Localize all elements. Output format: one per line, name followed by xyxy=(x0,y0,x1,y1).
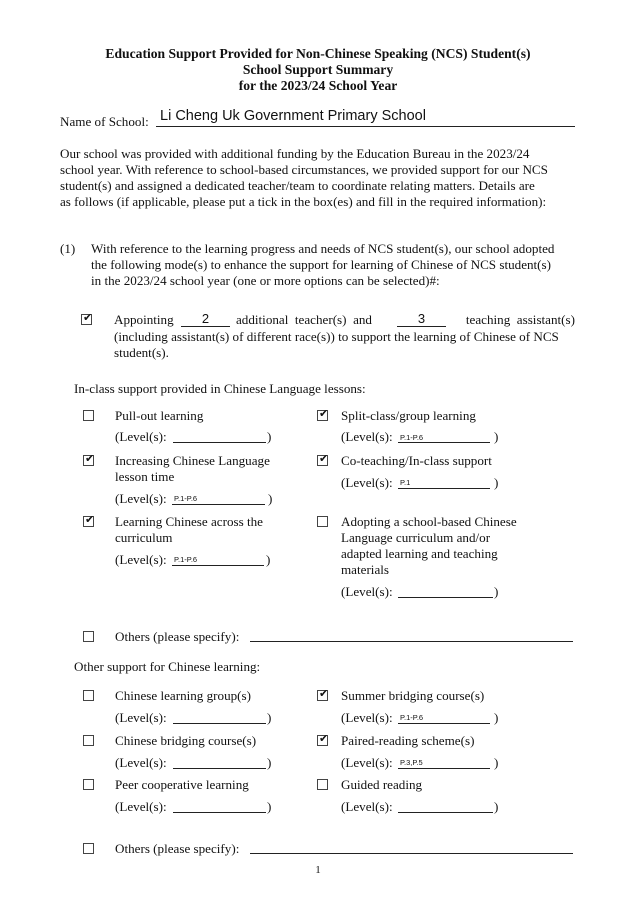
other-support-others-field[interactable] xyxy=(250,839,573,854)
summer-bridging-level-close: ) xyxy=(494,710,499,725)
across-curriculum-level-close: ) xyxy=(266,552,271,567)
bridging-course-level-field[interactable] xyxy=(173,754,266,769)
school-based-curriculum-level-field[interactable] xyxy=(398,583,493,598)
other-support-heading: Other support for Chinese learning: xyxy=(74,659,261,674)
inclass-heading: In-class support provided in Chinese Language lessons: xyxy=(74,381,366,396)
school-based-curriculum-label-4: materials xyxy=(341,562,389,577)
split-class-level-label: (Level(s): xyxy=(341,429,393,444)
tick-icon: ✔ xyxy=(319,452,329,465)
learning-group-checkbox[interactable] xyxy=(83,690,94,701)
across-curriculum-level-value: P.1-P.6 xyxy=(174,555,198,564)
tick-icon: ✔ xyxy=(85,513,95,526)
across-curriculum-level-label: (Level(s): xyxy=(115,552,167,567)
increasing-time-level-close: ) xyxy=(268,491,273,506)
inclass-others-label: Others (please specify): xyxy=(115,629,240,644)
inclass-others-checkbox[interactable] xyxy=(83,631,94,642)
section1-line-2: the following mode(s) to enhance the support for learning of Chinese of NCS student(s) xyxy=(91,257,552,272)
appointing-line-2: (including assistant(s) of different race(s)) to support the learning of Chinese of NCS xyxy=(114,329,559,344)
tick-icon: ✔ xyxy=(85,452,95,465)
across-curriculum-checkbox[interactable] xyxy=(83,513,95,527)
increasing-time-level-label: (Level(s): xyxy=(115,491,167,506)
tick-icon: ✔ xyxy=(319,732,329,745)
co-teaching-label: Co-teaching/In-class support xyxy=(341,453,492,468)
intro-line-3: student(s) and assigned a dedicated teacher/team to coordinate relating matters. Details are xyxy=(60,178,535,193)
paired-reading-level-close: ) xyxy=(494,755,499,770)
inclass-others-field[interactable] xyxy=(250,627,573,642)
summer-bridging-level-label: (Level(s): xyxy=(341,710,393,725)
summer-bridging-level-value: P.1-P.6 xyxy=(400,713,424,722)
appointing-text-b: additional teacher(s) and xyxy=(236,312,372,327)
section1-line-3: in the 2023/24 school year (one or more options can be selected)#: xyxy=(91,273,440,288)
tick-icon: ✔ xyxy=(83,311,93,324)
peer-cooperative-level-label: (Level(s): xyxy=(115,799,167,814)
appointing-line-3: student(s). xyxy=(114,345,169,360)
intro-line-4: as follows (if applicable, please put a tick in the box(es) and fill in the required information): xyxy=(60,194,547,209)
guided-reading-level-field[interactable] xyxy=(398,798,493,813)
peer-cooperative-level-field[interactable] xyxy=(173,798,266,813)
other-support-others-checkbox[interactable] xyxy=(83,843,94,854)
pull-out-checkbox[interactable] xyxy=(83,410,94,421)
appointing-text-c: teaching assistant(s) xyxy=(465,312,575,327)
peer-cooperative-level-close: ) xyxy=(267,799,272,814)
intro-line-1: Our school was provided with additional funding by the Education Bureau in the 2023/24 xyxy=(60,146,530,161)
summer-bridging-checkbox[interactable] xyxy=(317,687,329,701)
learning-group-label: Chinese learning group(s) xyxy=(115,688,251,703)
section-number: (1) xyxy=(60,241,76,256)
school-based-curriculum-checkbox[interactable] xyxy=(317,516,328,527)
school-name-label: Name of School: xyxy=(60,114,149,129)
tick-icon: ✔ xyxy=(319,407,329,420)
bridging-course-label: Chinese bridging course(s) xyxy=(115,733,257,748)
split-class-level-value: P.1-P.6 xyxy=(400,433,424,442)
learning-group-level-label: (Level(s): xyxy=(115,710,167,725)
other-support-others-label: Others (please specify): xyxy=(115,841,240,856)
summer-bridging-label: Summer bridging course(s) xyxy=(341,688,485,703)
paired-reading-level-value: P.3,P.5 xyxy=(400,758,423,767)
document-title-line1: Education Support Provided for Non-Chinese Speaking (NCS) Student(s) xyxy=(105,46,531,61)
section1-line-1: With reference to the learning progress and needs of NCS student(s), our school adopted xyxy=(91,241,555,256)
split-class-label: Split-class/group learning xyxy=(341,408,476,423)
teachers-count-value: 2 xyxy=(201,311,210,326)
across-curriculum-label-2: curriculum xyxy=(115,530,173,545)
pull-out-label: Pull-out learning xyxy=(115,408,204,423)
bridging-course-checkbox[interactable] xyxy=(83,735,94,746)
learning-group-level-field[interactable] xyxy=(173,709,266,724)
increasing-time-checkbox[interactable] xyxy=(83,452,95,466)
split-class-level-close: ) xyxy=(494,429,499,444)
school-based-curriculum-label-1: Adopting a school-based Chinese xyxy=(341,514,517,529)
peer-cooperative-label: Peer cooperative learning xyxy=(115,777,249,792)
school-based-curriculum-label-3: adapted learning and teaching xyxy=(341,546,498,561)
co-teaching-checkbox[interactable] xyxy=(317,452,329,466)
guided-reading-checkbox[interactable] xyxy=(317,779,328,790)
co-teaching-level-label: (Level(s): xyxy=(341,475,393,490)
bridging-course-level-label: (Level(s): xyxy=(115,755,167,770)
assistants-count-value: 3 xyxy=(417,311,426,326)
appointing-checkbox[interactable] xyxy=(81,311,93,325)
across-curriculum-label-1: Learning Chinese across the xyxy=(115,514,263,529)
tick-icon: ✔ xyxy=(319,687,329,700)
intro-line-2: school year. With reference to school-based circumstances, we provided support for our NCS xyxy=(60,162,548,177)
school-based-curriculum-label-2: Language curriculum and/or xyxy=(341,530,491,545)
page-number: 1 xyxy=(315,864,321,876)
school-name-value: Li Cheng Uk Government Primary School xyxy=(160,108,426,124)
pull-out-level-field[interactable] xyxy=(173,428,266,443)
school-based-curriculum-level-label: (Level(s): xyxy=(341,584,393,599)
increasing-time-label-2: lesson time xyxy=(115,469,175,484)
document-title-line3: for the 2023/24 School Year xyxy=(238,78,398,93)
guided-reading-level-label: (Level(s): xyxy=(341,799,393,814)
paired-reading-level-label: (Level(s): xyxy=(341,755,393,770)
peer-cooperative-checkbox[interactable] xyxy=(83,779,94,790)
learning-group-level-close: ) xyxy=(267,710,272,725)
school-based-curriculum-level-close: ) xyxy=(494,584,499,599)
pull-out-level-close: ) xyxy=(267,429,272,444)
guided-reading-level-close: ) xyxy=(494,799,499,814)
split-class-checkbox[interactable] xyxy=(317,407,329,421)
pull-out-level-label: (Level(s): xyxy=(115,429,167,444)
co-teaching-level-close: ) xyxy=(494,475,499,490)
paired-reading-label: Paired-reading scheme(s) xyxy=(341,733,475,748)
appointing-text-a: Appointing xyxy=(114,312,174,327)
co-teaching-level-value: P.1 xyxy=(400,478,411,487)
increasing-time-label-1: Increasing Chinese Language xyxy=(115,453,270,468)
increasing-time-level-value: P.1-P.6 xyxy=(174,494,198,503)
paired-reading-checkbox[interactable] xyxy=(317,732,329,746)
guided-reading-label: Guided reading xyxy=(341,777,423,792)
document-title-line2: School Support Summary xyxy=(242,62,394,77)
bridging-course-level-close: ) xyxy=(267,755,272,770)
co-teaching-level-field[interactable] xyxy=(398,474,490,489)
